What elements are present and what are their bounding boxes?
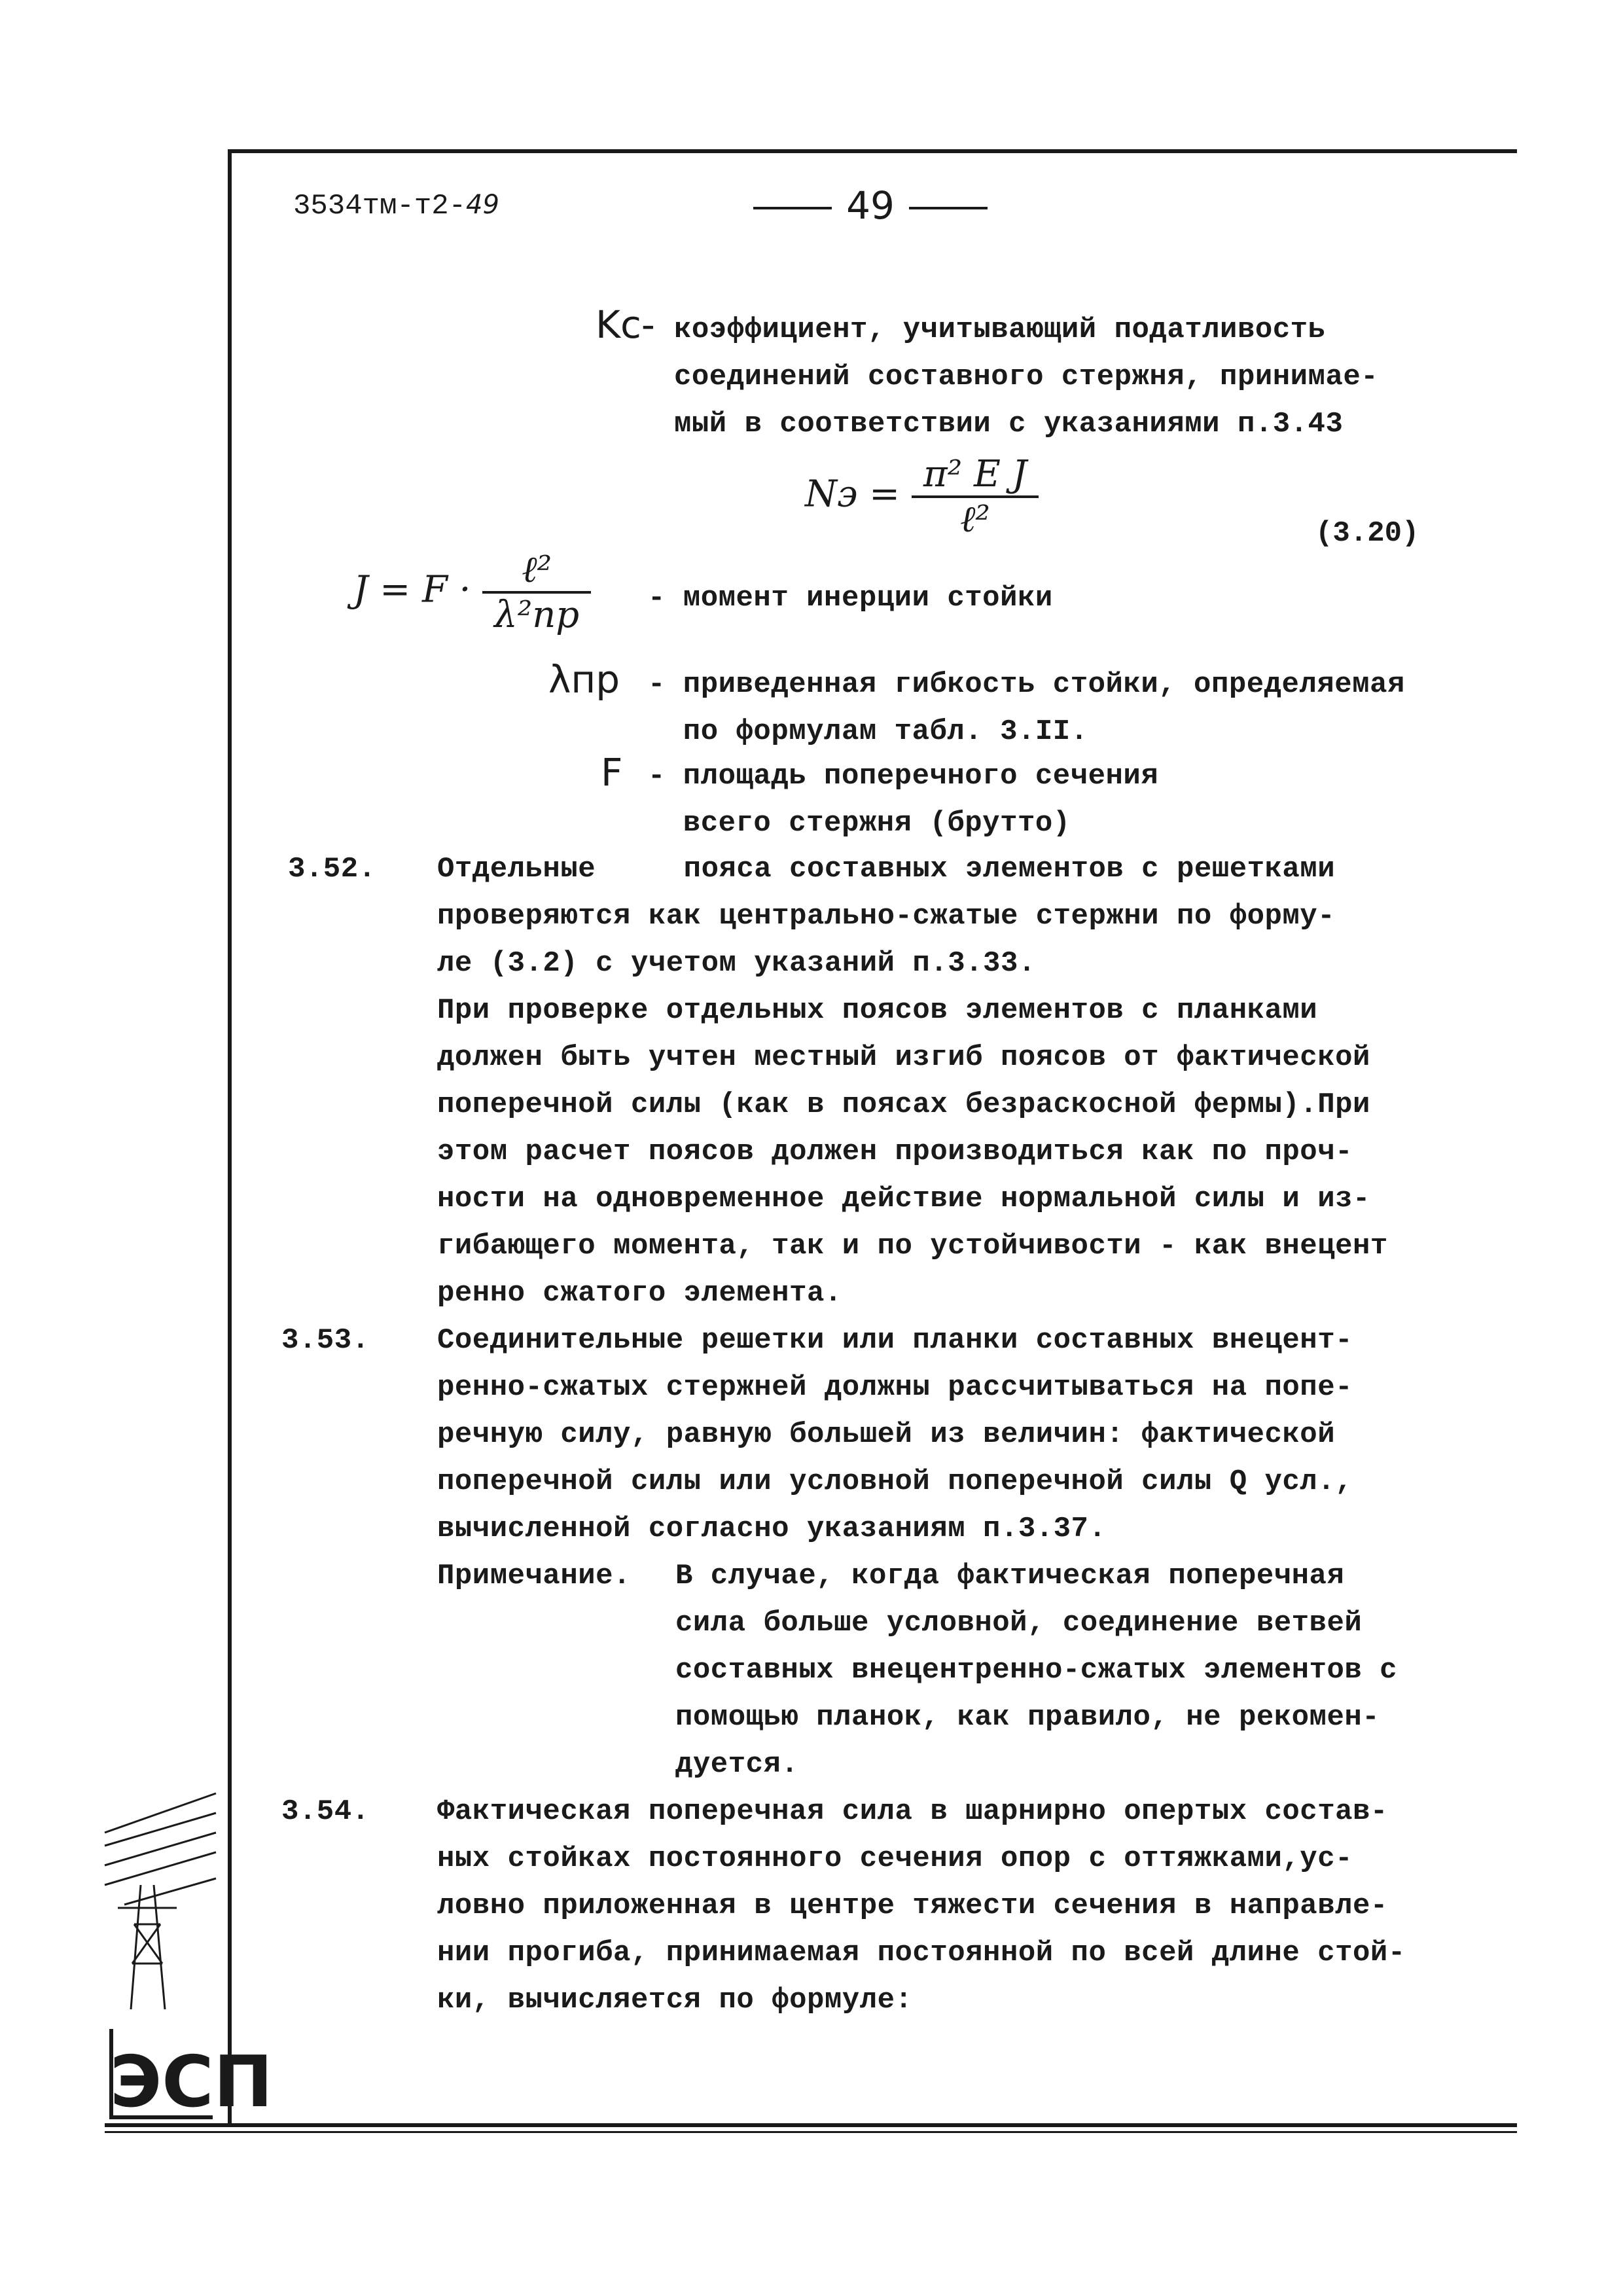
frame-left-border bbox=[228, 149, 232, 2126]
esp-logo bbox=[105, 1793, 273, 2123]
kc-symbol: Kc- bbox=[596, 302, 655, 347]
s354-line: Фактическая поперечная сила в шарнирно опертых состав- bbox=[437, 1795, 1388, 1828]
s354-line: ловно приложенная в центре тяжести сечения в направле- bbox=[437, 1890, 1388, 1922]
ne-formula bbox=[805, 453, 1039, 541]
frame-bottom-border bbox=[105, 2123, 1517, 2127]
note-label: Примечание. bbox=[437, 1560, 631, 1592]
j-formula-lhs: J = F · bbox=[353, 568, 471, 611]
kc-line-2: соединений составного стержня, принимае- bbox=[674, 361, 1379, 393]
ne-fraction bbox=[912, 453, 1039, 541]
kc-line-3: мый в соответствии с указаниями п.3.43 bbox=[674, 408, 1344, 440]
note-line: дуется. bbox=[675, 1748, 799, 1781]
s352-line: Отдельные пояса составных элементов с решетками bbox=[437, 853, 1336, 886]
s354-line: ки, вычисляется по формуле: bbox=[437, 1984, 913, 2017]
section-3-52-number: 3.52. bbox=[288, 853, 376, 886]
ne-numerator: π² E J bbox=[912, 453, 1039, 498]
j-denominator: λ²пр bbox=[494, 594, 580, 636]
note-line: В случае, когда фактическая поперечная bbox=[675, 1560, 1345, 1592]
f-line-2: всего стержня (брутто) bbox=[648, 807, 1071, 840]
f-line-1: - площадь поперечного сечения bbox=[648, 760, 1159, 793]
equation-number: (3.20) bbox=[1315, 517, 1419, 550]
s352-line: ности на одновременное действие нормальной силы и из- bbox=[437, 1183, 1370, 1215]
section-3-53-number: 3.53. bbox=[281, 1324, 370, 1357]
j-definition: - момент инерции стойки bbox=[648, 582, 1053, 615]
lambda-symbol: λпр bbox=[548, 657, 620, 702]
f-symbol: F bbox=[601, 750, 623, 795]
s353-line: Соединительные решетки или планки составных внецент- bbox=[437, 1324, 1353, 1357]
lambda-line-2: по формулам табл. 3.II. bbox=[648, 715, 1088, 748]
note-line: сила больше условной, соединение ветвей bbox=[675, 1607, 1363, 1640]
s353-line: речную силу, равную большей из величин: фактической bbox=[437, 1418, 1336, 1451]
s353-line: вычисленной согласно указаниям п.3.37. bbox=[437, 1513, 1107, 1545]
s352-line: должен быть учтен местный изгиб поясов от фактической bbox=[437, 1041, 1370, 1074]
s352-line: этом расчет поясов должен производиться как по проч- bbox=[437, 1136, 1353, 1168]
document-code: 3534тм-т2-49 bbox=[293, 190, 499, 223]
s354-line: ных стойках постоянного сечения опор с оттяжками,ус- bbox=[437, 1842, 1353, 1875]
s352-line: При проверке отдельных поясов элементов с планками bbox=[437, 994, 1318, 1027]
ne-denominator: ℓ² bbox=[960, 498, 990, 541]
lambda-line-1: - приведенная гибкость стойки, определяемая bbox=[648, 668, 1405, 701]
j-fraction bbox=[482, 548, 591, 636]
note-line: помощью планок, как правило, не рекомен- bbox=[675, 1701, 1380, 1734]
s353-line: ренно-сжатых стержней должны рассчитываться на попе- bbox=[437, 1371, 1353, 1404]
j-numerator: ℓ² bbox=[482, 548, 591, 594]
s352-line: ренно сжатого элемента. bbox=[437, 1277, 842, 1310]
s352-line: ле (3.2) с учетом указаний п.3.33. bbox=[437, 947, 1036, 980]
s352-line: проверяются как центрально-сжатые стержни по форму- bbox=[437, 900, 1336, 933]
frame-bottom-border-thin bbox=[105, 2131, 1517, 2133]
note-line: составных внецентренно-сжатых элементов с bbox=[675, 1654, 1398, 1687]
s353-line: поперечной силы или условной поперечной силы Q усл., bbox=[437, 1465, 1353, 1498]
s352-line: гибающего момента, так и по устойчивости - как внецент bbox=[437, 1230, 1388, 1263]
ne-formula-lhs: Nэ = bbox=[805, 473, 901, 516]
kc-line-1: коэффициент, учитывающий податливость bbox=[674, 314, 1326, 346]
page-number: 49 bbox=[726, 183, 1014, 228]
frame-top-border bbox=[228, 149, 1517, 153]
s352-line: поперечной силы (как в поясах безраскосной фермы).При bbox=[437, 1088, 1370, 1121]
section-3-54-number: 3.54. bbox=[281, 1795, 370, 1828]
logo-text: ЭСП bbox=[110, 2041, 273, 2123]
s354-line: нии прогиба, принимаемая постоянной по всей длине стой- bbox=[437, 1937, 1406, 1969]
j-formula bbox=[353, 548, 591, 636]
